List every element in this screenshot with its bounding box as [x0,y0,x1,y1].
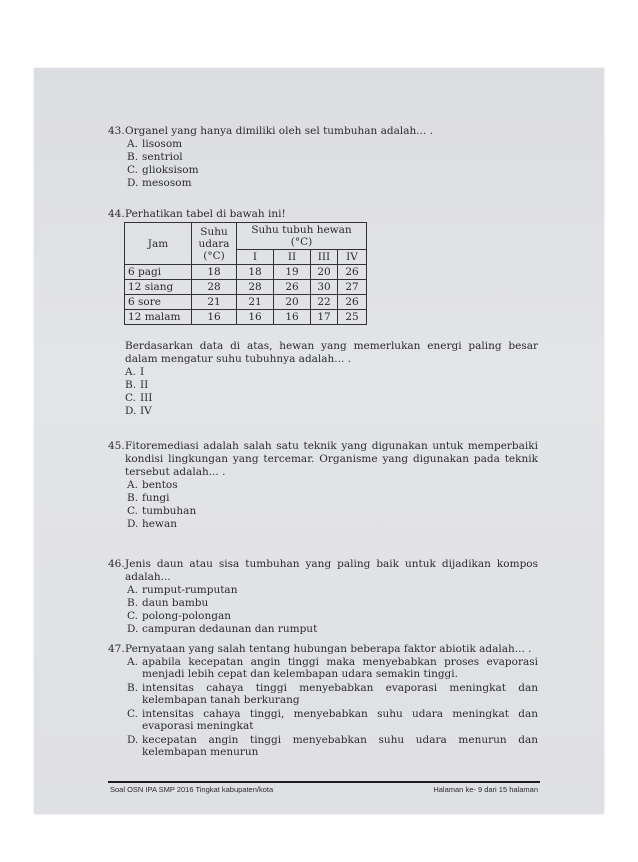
option-c: C. III [125,392,153,404]
header-animal-i: I [237,250,274,265]
question-47 [108,643,538,760]
option-d: D. kecepatan angin tinggi menyebabkan suhu udara menurun dan kelembapan menurun [127,733,538,758]
footer-rule [108,781,540,783]
question-45 [108,440,538,531]
footer-page-number: Halaman ke- 9 dari 15 halaman [433,785,538,794]
question-number: 45. [108,440,125,452]
header-suhu-hewan: Suhu tubuh hewan (°C) [237,223,367,250]
option-b: B. intensitas cahaya tinggi menyebabkan evaporasi meningkat dan kelembapan tanah berkurang [127,681,538,706]
option-a: A. I [125,366,145,378]
option-a: A. bentos [127,479,178,491]
option-d: D. hewan [127,518,177,530]
option-c: C. polong-polongan [127,610,231,622]
option-a: A. rumput-rumputan [127,584,238,596]
question-number: 47. [108,643,125,655]
header-suhu-udara: Suhu udara (°C) [192,223,237,265]
option-d: D. mesosom [127,177,192,189]
question-44-prompt: Berdasarkan data di atas, hewan yang memerlukan energi paling besar dalam mengatur suhu tubuhnya adalah... . [125,340,538,365]
question-stem: Fitoremediasi adalah salah satu teknik yang digunakan untuk memperbaiki kondisi lingkungan yang tercemar. Organisme yang digunakan pada teknik tersebut adalah... . [125,440,538,478]
table-row: 6 sore 21 21 20 22 26 [125,295,367,310]
table-header-row [125,223,367,250]
option-c: C. glioksisom [127,164,199,176]
option-c: C. intensitas cahaya tinggi, menyebabkan suhu udara meningkat dan evaporasi meningkat [127,707,538,732]
option-b: B. II [125,379,149,391]
option-d: D. campuran dedaunan dan rumput [127,623,318,635]
question-stem: Pernyataan yang salah tentang hubungan beberapa faktor abiotik adalah... . [125,643,532,655]
question-46 [108,558,538,636]
question-stem: Organel yang hanya dimiliki oleh sel tumbuhan adalah... . [125,125,433,137]
question-number: 46. [108,558,125,570]
question-stem: Perhatikan tabel di bawah ini! [125,208,286,220]
option-b: B. sentriol [127,151,183,163]
question-stem: Jenis daun atau sisa tumbuhan yang paling baik untuk dijadikan kompos adalah... [125,558,538,583]
table-row: 12 malam 16 16 16 17 25 [125,310,367,325]
temperature-table [124,222,367,325]
question-44-continued [125,340,538,418]
option-d: D. IV [125,405,152,417]
option-b: B. fungi [127,492,170,504]
option-c: C. tumbuhan [127,505,197,517]
question-44 [108,208,538,221]
question-number: 44. [108,208,125,220]
question-43 [108,125,538,190]
option-a: A. lisosom [127,138,183,150]
header-animal-ii: II [274,250,311,265]
table-row: 12 siang 28 28 26 30 27 [125,280,367,295]
footer-source: Soal OSN IPA SMP 2016 Tingkat kabupaten/kota [110,785,274,794]
header-animal-iii: III [311,250,338,265]
header-animal-iv: IV [338,250,367,265]
option-a: A. apabila kecepatan angin tinggi maka menyebabkan proses evaporasi menjadi lebih cepat dan kelembapan udara semakin tinggi. [127,655,538,680]
option-b: B. daun bambu [127,597,209,609]
question-number: 43. [108,125,125,137]
table-row: 6 pagi 18 18 19 20 26 [125,265,367,280]
header-jam: Jam [125,223,192,265]
